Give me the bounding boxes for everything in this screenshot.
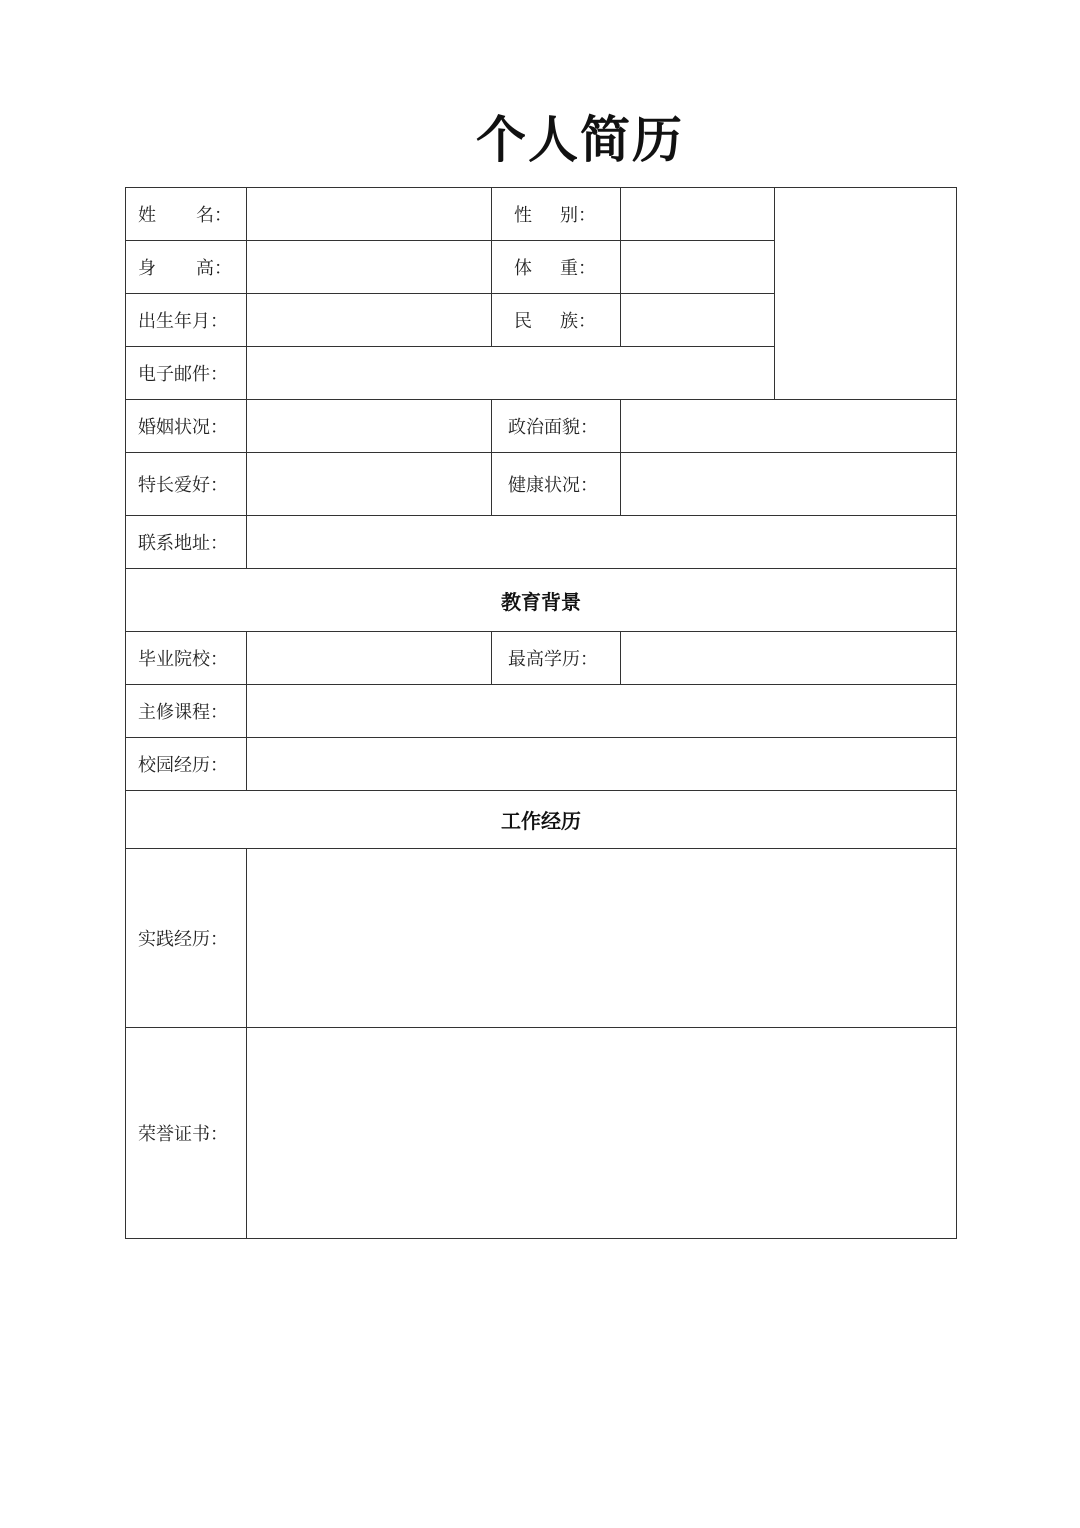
political-field[interactable]: [621, 400, 957, 453]
table-row: [126, 632, 957, 685]
degree-label: 最高学历：: [492, 632, 621, 685]
name-label: 姓 名：: [126, 188, 247, 241]
ethnicity-label: 民 族：: [492, 294, 621, 347]
campus-label: 校园经历：: [126, 738, 247, 791]
school-label: 毕业院校：: [126, 632, 247, 685]
table-row: [126, 1028, 957, 1239]
marital-label: 婚姻状况：: [126, 400, 247, 453]
table-row: [126, 738, 957, 791]
address-label: 联系地址：: [126, 516, 247, 569]
table-row: [126, 400, 957, 453]
table-row: [126, 453, 957, 516]
table-row: [126, 569, 957, 632]
campus-field[interactable]: [247, 738, 957, 791]
ethnicity-field[interactable]: [621, 294, 775, 347]
courses-label: 主修课程：: [126, 685, 247, 738]
page-title: 个人简历: [476, 110, 684, 169]
honors-field[interactable]: [247, 1028, 957, 1239]
political-label: 政治面貌：: [492, 400, 621, 453]
table-row: [126, 188, 957, 241]
resume-table: [125, 187, 957, 1239]
marital-field[interactable]: [247, 400, 492, 453]
birth-field[interactable]: [247, 294, 492, 347]
photo-box[interactable]: [775, 188, 957, 400]
email-label: 电子邮件：: [126, 347, 247, 400]
honors-label: 荣誉证书：: [126, 1028, 247, 1239]
gender-field[interactable]: [621, 188, 775, 241]
name-field[interactable]: [247, 188, 492, 241]
address-field[interactable]: [247, 516, 957, 569]
health-label: 健康状况：: [492, 453, 621, 516]
gender-label: 性 别：: [492, 188, 621, 241]
weight-field[interactable]: [621, 241, 775, 294]
work-heading: 工作经历: [126, 791, 957, 849]
hobby-label: 特长爱好：: [126, 453, 247, 516]
birth-label: 出生年月：: [126, 294, 247, 347]
height-field[interactable]: [247, 241, 492, 294]
hobby-field[interactable]: [247, 453, 492, 516]
table-row: [126, 516, 957, 569]
practice-field[interactable]: [247, 849, 957, 1028]
degree-field[interactable]: [621, 632, 957, 685]
table-row: [126, 849, 957, 1028]
height-label: 身 高：: [126, 241, 247, 294]
weight-label: 体 重：: [492, 241, 621, 294]
school-field[interactable]: [247, 632, 492, 685]
courses-field[interactable]: [247, 685, 957, 738]
table-row: [126, 685, 957, 738]
email-field[interactable]: [247, 347, 775, 400]
practice-label: 实践经历：: [126, 849, 247, 1028]
health-field[interactable]: [621, 453, 957, 516]
table-row: [126, 791, 957, 849]
education-heading: 教育背景: [126, 569, 957, 632]
